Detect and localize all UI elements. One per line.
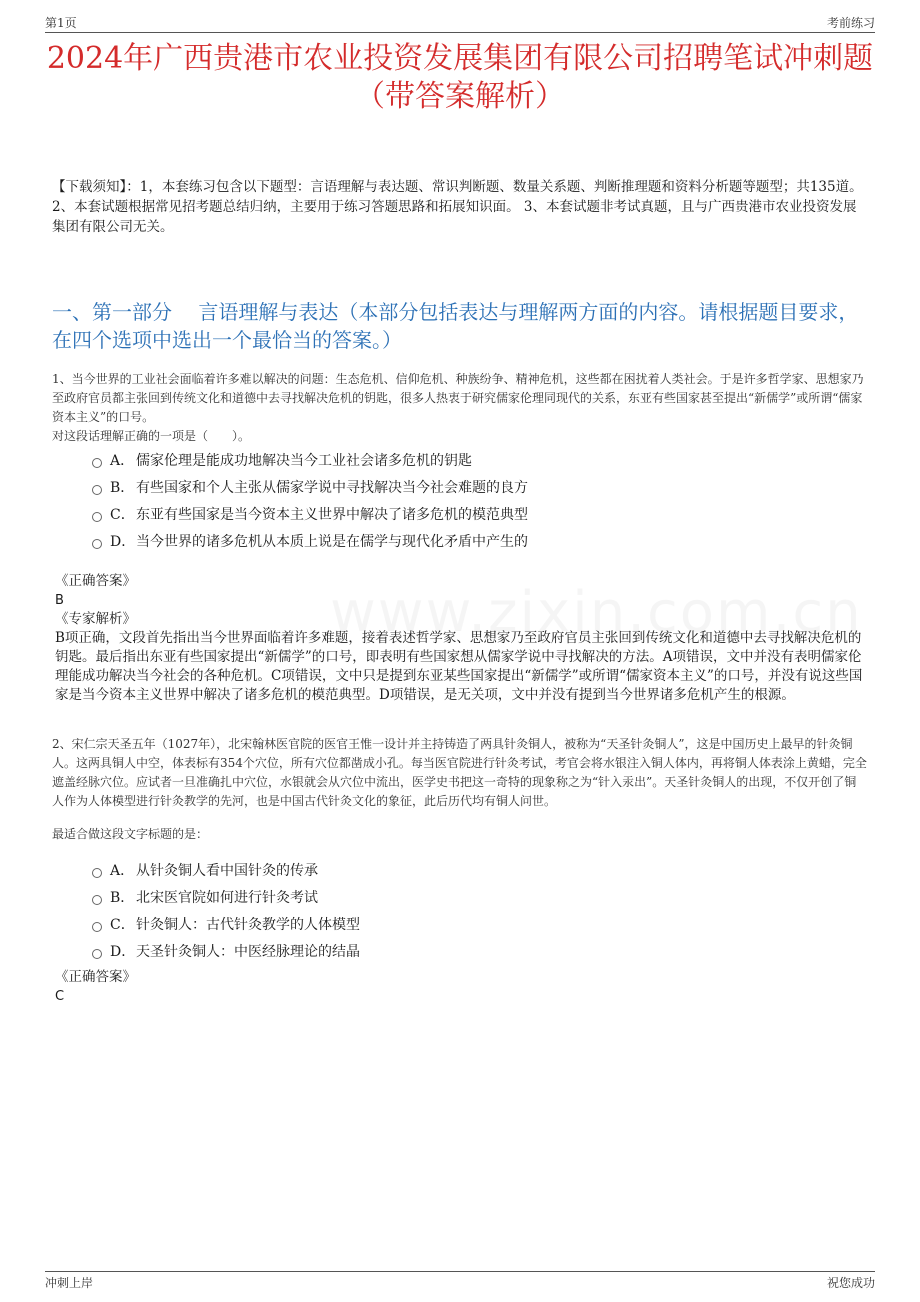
download-notice: 【下载须知】：1，本套练习包含以下题型：言语理解与表达题、常识判断题、数量关系题、判断推理题和资料分析题等题型；共135道。 2、本套试题根据常见招考题总结归纳，主要用于练习答题思路和拓展知识面。 3、本套试题非考试真题，且与广西贵港市农业投资发展集团有限公司无关。 xyxy=(52,179,863,235)
page-header xyxy=(45,14,875,33)
radio-icon[interactable] xyxy=(92,512,102,522)
radio-icon[interactable] xyxy=(92,949,102,959)
section-heading: 一、第一部分 言语理解与表达（本部分包括表达与理解两方面的内容。请根据题目要求，在四个选项中选出一个最恰当的答案。） xyxy=(52,300,859,352)
question-1-text: 1、当今世界的工业社会面临着许多难以解决的问题：生态危机、信仰危机、种族纷争、精神危机，这些都在困扰着人类社会。于是许多哲学家、思想家乃至政府官员都主张回到传统文化和道德中去寻找解决危机的钥匙，很多人热衷于研究儒家伦理同现代的关系，东亚有些国家甚至提出“新儒学”或所谓“儒家资本主义”的口号。 xyxy=(52,372,864,424)
radio-icon[interactable] xyxy=(92,539,102,549)
radio-icon[interactable] xyxy=(92,868,102,878)
footer-left: 冲刺上岸 xyxy=(45,1276,94,1290)
answer-value: C xyxy=(55,989,65,1004)
question-1-options xyxy=(92,446,868,554)
q2-option-a[interactable]: A． 从针灸铜人看中国针灸的传承 xyxy=(92,856,868,883)
question-1-stem xyxy=(52,370,868,446)
question-1-prompt: 对这段话理解正确的一项是（ ）。 xyxy=(52,429,251,443)
answer-heading: 《正确答案》 xyxy=(55,969,136,985)
analysis-text: B项正确，文段首先指出当今世界面临着许多难题，接着表述哲学家、思想家乃至政府官员主张回到传统文化和道德中去寻找解决危机的钥匙。最后指出东亚有些国家提出“新儒学”的口号，即表明有些国家想从儒家学说中寻找解决的方法。A项错误，文中并没有表明儒家伦理能成功解决当今社会的各种危机。C项错误，文中只是提到东亚某些国家提出“新儒学”或所谓“儒家资本主义”的口号，并没有说这些国家是当今资本主义世界中解决了诸多危机的模范典型。D项错误，是无关项，文中并没有提到当今世界诸多危机产生的根源。 xyxy=(55,630,863,703)
radio-icon[interactable] xyxy=(92,458,102,468)
footer-right: 祝您成功 xyxy=(826,1276,875,1290)
q2-option-c[interactable]: C． 针灸铜人：古代针灸教学的人体模型 xyxy=(92,910,868,937)
question-2-options xyxy=(92,856,868,964)
q2-option-b[interactable]: B． 北宋医官院如何进行针灸考试 xyxy=(92,883,868,910)
question-2-stem xyxy=(52,735,868,844)
answer-value: B xyxy=(55,593,64,608)
question-2-text: 2、宋仁宗天圣五年（1027年），北宋翰林医官院的医官王惟一设计并主持铸造了两具针灸铜人，被称为“天圣针灸铜人”，这是中国历史上最早的针灸铜人。这两具铜人中空，体表标有354个穴位，所有穴位都凿成小孔。每当医官院进行针灸考试，考官会将水银注入铜人体内，再将铜人体表涂上黄蜡，完全遮盖经脉穴位。应试者一旦准确扎中穴位，水银就会从穴位中流出，医学史书把这一奇特的现象称之为“针入汞出”。天圣针灸铜人的出现，不仅开创了铜人作为人体模型进行针灸教学的先河，也是中国古代针灸文化的象征，此后历代均有铜人问世。 xyxy=(52,737,867,808)
question-2-answer-block xyxy=(55,968,868,1006)
answer-heading: 《正确答案》 xyxy=(55,573,136,589)
analysis-heading: 《专家解析》 xyxy=(55,611,136,627)
page-footer xyxy=(45,1271,875,1292)
q1-option-c[interactable]: C． 东亚有些国家是当今资本主义世界中解决了诸多危机的模范典型 xyxy=(92,500,868,527)
radio-icon[interactable] xyxy=(92,485,102,495)
q2-option-d[interactable]: D． 天圣针灸铜人：中医经脉理论的结晶 xyxy=(92,937,868,964)
q1-option-a[interactable]: A． 儒家伦理是能成功地解决当今工业社会诸多危机的钥匙 xyxy=(92,446,868,473)
question-2-prompt: 最适合做这段文字标题的是： xyxy=(52,827,209,841)
radio-icon[interactable] xyxy=(92,922,102,932)
question-1-answer-block xyxy=(55,572,868,705)
radio-icon[interactable] xyxy=(92,895,102,905)
header-label: 考前练习 xyxy=(826,16,875,30)
page-number: 第1页 xyxy=(45,16,77,30)
q1-option-b[interactable]: B． 有些国家和个人主张从儒家学说中寻找解决当今社会难题的良方 xyxy=(92,473,868,500)
document-title: 2024年广西贵港市农业投资发展集团有限公司招聘笔试冲刺题（带答案解析） xyxy=(46,41,874,114)
q1-option-d[interactable]: D． 当今世界的诸多危机从本质上说是在儒学与现代化矛盾中产生的 xyxy=(92,527,868,554)
